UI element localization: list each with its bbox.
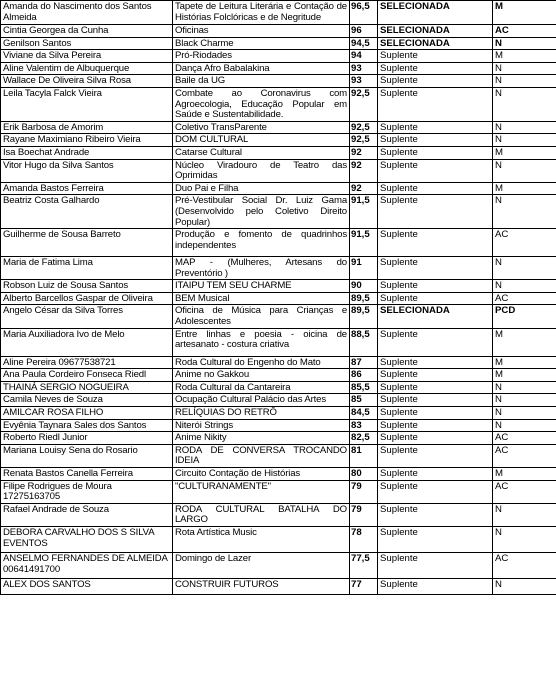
category-cell: AC (493, 25, 556, 38)
table-row (1, 159, 556, 182)
table-row (1, 292, 556, 305)
score-cell: 82,5 (350, 432, 378, 445)
applicant-name-cell: Rayane Maximiano Ribeiro Vieira (1, 134, 173, 147)
applicant-name-cell: Cintia Georgea da Cunha (1, 25, 173, 38)
category-cell: AC (493, 229, 556, 257)
project-name-cell: Oficina de Música para Crianças e Adolescentes (173, 305, 350, 328)
project-name-cell: Baile da UG (173, 75, 350, 88)
applicant-name-cell: Aline Valentim de Albuquerque (1, 62, 173, 75)
project-name-cell: Pró-Riodades (173, 50, 350, 63)
category-cell: M (493, 468, 556, 481)
category-cell: N (493, 280, 556, 293)
score-cell: 77,5 (350, 552, 378, 578)
score-cell: 90 (350, 280, 378, 293)
score-cell: 79 (350, 503, 378, 526)
category-cell: M (493, 146, 556, 159)
status-cell: Suplente (378, 50, 493, 63)
score-cell: 77 (350, 578, 378, 594)
score-cell: 81 (350, 444, 378, 467)
applicant-name-cell: Filipe Rodrigues de Moura 17275163705 (1, 480, 173, 503)
applicant-name-cell: Genilson Santos (1, 37, 173, 50)
category-cell: N (493, 121, 556, 134)
project-name-cell: Dança Afro Babalakina (173, 62, 350, 75)
table-row (1, 75, 556, 88)
table-row (1, 121, 556, 134)
score-cell: 91,5 (350, 229, 378, 257)
project-name-cell: Domingo de Lazer (173, 552, 350, 578)
score-cell: 92 (350, 182, 378, 195)
applicant-name-cell: DEBORA CARVALHO DOS S SILVA EVENTOS (1, 526, 173, 552)
table-row (1, 37, 556, 50)
table-row (1, 1, 556, 25)
category-cell: N (493, 394, 556, 407)
project-name-cell: Roda Cultural do Engenho do Mato (173, 356, 350, 369)
category-cell: M (493, 356, 556, 369)
project-name-cell: BEM Musical (173, 292, 350, 305)
applicant-name-cell: Mariana Louisy Sena do Rosario (1, 444, 173, 467)
table-row (1, 381, 556, 394)
category-cell: N (493, 134, 556, 147)
table-row (1, 182, 556, 195)
status-cell: SELECIONADA (378, 305, 493, 328)
status-cell: Suplente (378, 578, 493, 594)
table-row (1, 25, 556, 38)
category-cell: N (493, 407, 556, 420)
category-cell: N (493, 62, 556, 75)
project-name-cell: Black Charme (173, 37, 350, 50)
table-row (1, 468, 556, 481)
status-cell: Suplente (378, 356, 493, 369)
category-cell: AC (493, 292, 556, 305)
category-cell: N (493, 37, 556, 50)
status-cell: SELECIONADA (378, 1, 493, 25)
table-row (1, 50, 556, 63)
applicant-name-cell: Renata Bastos Canella Ferreira (1, 468, 173, 481)
status-cell: Suplente (378, 195, 493, 229)
table-row (1, 134, 556, 147)
applicant-name-cell: ANSELMO FERNANDES DE ALMEIDA 00641491700 (1, 552, 173, 578)
category-cell: AC (493, 480, 556, 503)
table-row (1, 578, 556, 594)
score-cell: 78 (350, 526, 378, 552)
project-name-cell: DOM CULTURAL (173, 134, 350, 147)
project-name-cell: CONSTRUIR FUTUROS (173, 578, 350, 594)
status-cell: Suplente (378, 480, 493, 503)
project-name-cell: Roda Cultural da Cantareira (173, 381, 350, 394)
project-name-cell: Ocupação Cultural Palácio das Artes (173, 394, 350, 407)
status-cell: Suplente (378, 75, 493, 88)
score-cell: 92 (350, 159, 378, 182)
project-name-cell: RODA DE CONVERSA TROCANDO IDEIA (173, 444, 350, 467)
applicant-name-cell: Vitor Hugo da Silva Santos (1, 159, 173, 182)
score-cell: 92 (350, 146, 378, 159)
status-cell: Suplente (378, 121, 493, 134)
applicant-name-cell: Guilherme de Sousa Barreto (1, 229, 173, 257)
status-cell: Suplente (378, 526, 493, 552)
status-cell: Suplente (378, 62, 493, 75)
status-cell: Suplente (378, 432, 493, 445)
applicant-name-cell: Aline Pereira 09677538721 (1, 356, 173, 369)
category-cell: M (493, 182, 556, 195)
score-cell: 85,5 (350, 381, 378, 394)
score-cell: 83 (350, 419, 378, 432)
status-cell: Suplente (378, 87, 493, 121)
project-name-cell: "CULTURANAMENTE" (173, 480, 350, 503)
applicant-name-cell: ALEX DOS SANTOS (1, 578, 173, 594)
table-row (1, 62, 556, 75)
project-name-cell: Coletivo TransParente (173, 121, 350, 134)
status-cell: SELECIONADA (378, 25, 493, 38)
status-cell: Suplente (378, 257, 493, 280)
project-name-cell: Núcleo Viradouro de Teatro das Oprimidas (173, 159, 350, 182)
category-cell: N (493, 503, 556, 526)
score-cell: 91,5 (350, 195, 378, 229)
project-name-cell: Pré-Vestibular Social Dr. Luiz Gama (Desenvolvido pelo Coletivo Direito Popular) (173, 195, 350, 229)
applicant-name-cell: Evyênia Taynara Sales dos Santos (1, 419, 173, 432)
applicant-name-cell: THAINÁ SERGIO NOGUEIRA (1, 381, 173, 394)
score-cell: 92,5 (350, 87, 378, 121)
table-row (1, 503, 556, 526)
status-cell: Suplente (378, 328, 493, 356)
status-cell: Suplente (378, 280, 493, 293)
category-cell: M (493, 50, 556, 63)
status-cell: Suplente (378, 146, 493, 159)
category-cell: N (493, 419, 556, 432)
project-name-cell: Combate ao Coronavirus com Agroecologia, Educação Popular em Saúde e Sustentabilidade. (173, 87, 350, 121)
project-name-cell: Catarse Cultural (173, 146, 350, 159)
applicant-name-cell: Beatriz Costa Galhardo (1, 195, 173, 229)
category-cell: N (493, 87, 556, 121)
category-cell: M (493, 1, 556, 25)
project-name-cell: Circuito Contação de Histórias (173, 468, 350, 481)
project-name-cell: Entre linhas e poesia - oicina de artesanato - costura criativa (173, 328, 350, 356)
category-cell: M (493, 328, 556, 356)
applicant-name-cell: Maria Auxiliadora Ivo de Melo (1, 328, 173, 356)
score-cell: 89,5 (350, 292, 378, 305)
table-row (1, 87, 556, 121)
table-row (1, 229, 556, 257)
table-row (1, 356, 556, 369)
score-cell: 85 (350, 394, 378, 407)
status-cell: Suplente (378, 381, 493, 394)
project-name-cell: Tapete de Leitura Literária e Contação de Histórias Folclóricas e de Negritude (173, 1, 350, 25)
table-row (1, 328, 556, 356)
applicant-name-cell: Amanda Bastos Ferreira (1, 182, 173, 195)
applicant-name-cell: Isa Boechat Andrade (1, 146, 173, 159)
status-cell: Suplente (378, 229, 493, 257)
category-cell: M (493, 369, 556, 382)
project-name-cell: Niterói Strings (173, 419, 350, 432)
applicant-name-cell: Robson Luiz de Sousa Santos (1, 280, 173, 293)
applicant-name-cell: Amanda do Nascimento dos Santos Almeida (1, 1, 173, 25)
category-cell: N (493, 257, 556, 280)
table-row (1, 195, 556, 229)
score-cell: 92,5 (350, 134, 378, 147)
score-cell: 91 (350, 257, 378, 280)
applicant-name-cell: Wallace De Oliveira Silva Rosa (1, 75, 173, 88)
status-cell: SELECIONADA (378, 37, 493, 50)
score-cell: 96,5 (350, 1, 378, 25)
score-cell: 94,5 (350, 37, 378, 50)
score-cell: 93 (350, 75, 378, 88)
applicant-name-cell: Camila Neves de Souza (1, 394, 173, 407)
project-name-cell: Anime Nikity (173, 432, 350, 445)
score-cell: 89,5 (350, 305, 378, 328)
status-cell: Suplente (378, 182, 493, 195)
table-row (1, 432, 556, 445)
project-name-cell: RELÍQUIAS DO RETRÔ (173, 407, 350, 420)
score-cell: 96 (350, 25, 378, 38)
table-row (1, 444, 556, 467)
category-cell: N (493, 526, 556, 552)
score-cell: 80 (350, 468, 378, 481)
project-name-cell: ITAIPU TEM SEU CHARME (173, 280, 350, 293)
score-cell: 79 (350, 480, 378, 503)
applicant-name-cell: Angelo César da Silva Torres (1, 305, 173, 328)
category-cell: N (493, 578, 556, 594)
status-cell: Suplente (378, 369, 493, 382)
score-cell: 93 (350, 62, 378, 75)
table-row (1, 552, 556, 578)
category-cell: N (493, 75, 556, 88)
applicant-name-cell: Roberto Riedl Junior (1, 432, 173, 445)
status-cell: Suplente (378, 419, 493, 432)
status-cell: Suplente (378, 292, 493, 305)
project-name-cell: Duo Pai e Filha (173, 182, 350, 195)
status-cell: Suplente (378, 468, 493, 481)
category-cell: N (493, 195, 556, 229)
applicant-name-cell: AMILCAR ROSA FILHO (1, 407, 173, 420)
table-row (1, 526, 556, 552)
table-row (1, 419, 556, 432)
applicant-name-cell: Rafael Andrade de Souza (1, 503, 173, 526)
applicant-name-cell: Erik Barbosa de Amorim (1, 121, 173, 134)
category-cell: N (493, 381, 556, 394)
category-cell: AC (493, 552, 556, 578)
table-row (1, 305, 556, 328)
table-row (1, 480, 556, 503)
category-cell: AC (493, 444, 556, 467)
applicant-name-cell: Alberto Barcellos Gaspar de Oliveira (1, 292, 173, 305)
project-name-cell: Produção e fomento de quadrinhos independentes (173, 229, 350, 257)
table-row (1, 146, 556, 159)
status-cell: Suplente (378, 552, 493, 578)
status-cell: Suplente (378, 407, 493, 420)
project-name-cell: MAP - (Mulheres, Artesans do Preventório ) (173, 257, 350, 280)
status-cell: Suplente (378, 394, 493, 407)
category-cell: PCD (493, 305, 556, 328)
status-cell: Suplente (378, 134, 493, 147)
score-cell: 94 (350, 50, 378, 63)
project-name-cell: Anime no Gakkou (173, 369, 350, 382)
status-cell: Suplente (378, 444, 493, 467)
status-cell: Suplente (378, 159, 493, 182)
results-table-body (1, 1, 556, 595)
score-cell: 84,5 (350, 407, 378, 420)
project-name-cell: Rota Artística Music (173, 526, 350, 552)
table-row (1, 407, 556, 420)
applicant-name-cell: Ana Paula Cordeiro Fonseca Riedl (1, 369, 173, 382)
status-cell: Suplente (378, 503, 493, 526)
category-cell: N (493, 159, 556, 182)
applicant-name-cell: Maria de Fatima Lima (1, 257, 173, 280)
score-cell: 92,5 (350, 121, 378, 134)
project-name-cell: Oficinas (173, 25, 350, 38)
table-row (1, 369, 556, 382)
table-row (1, 394, 556, 407)
project-name-cell: RODA CULTURAL BATALHA DO LARGO (173, 503, 350, 526)
score-cell: 86 (350, 369, 378, 382)
applicant-name-cell: Viviane da Silva Pereira (1, 50, 173, 63)
category-cell: AC (493, 432, 556, 445)
score-cell: 87 (350, 356, 378, 369)
table-row (1, 280, 556, 293)
table-row (1, 257, 556, 280)
applicant-name-cell: Leila Tacyla Falck Vieira (1, 87, 173, 121)
score-cell: 88,5 (350, 328, 378, 356)
